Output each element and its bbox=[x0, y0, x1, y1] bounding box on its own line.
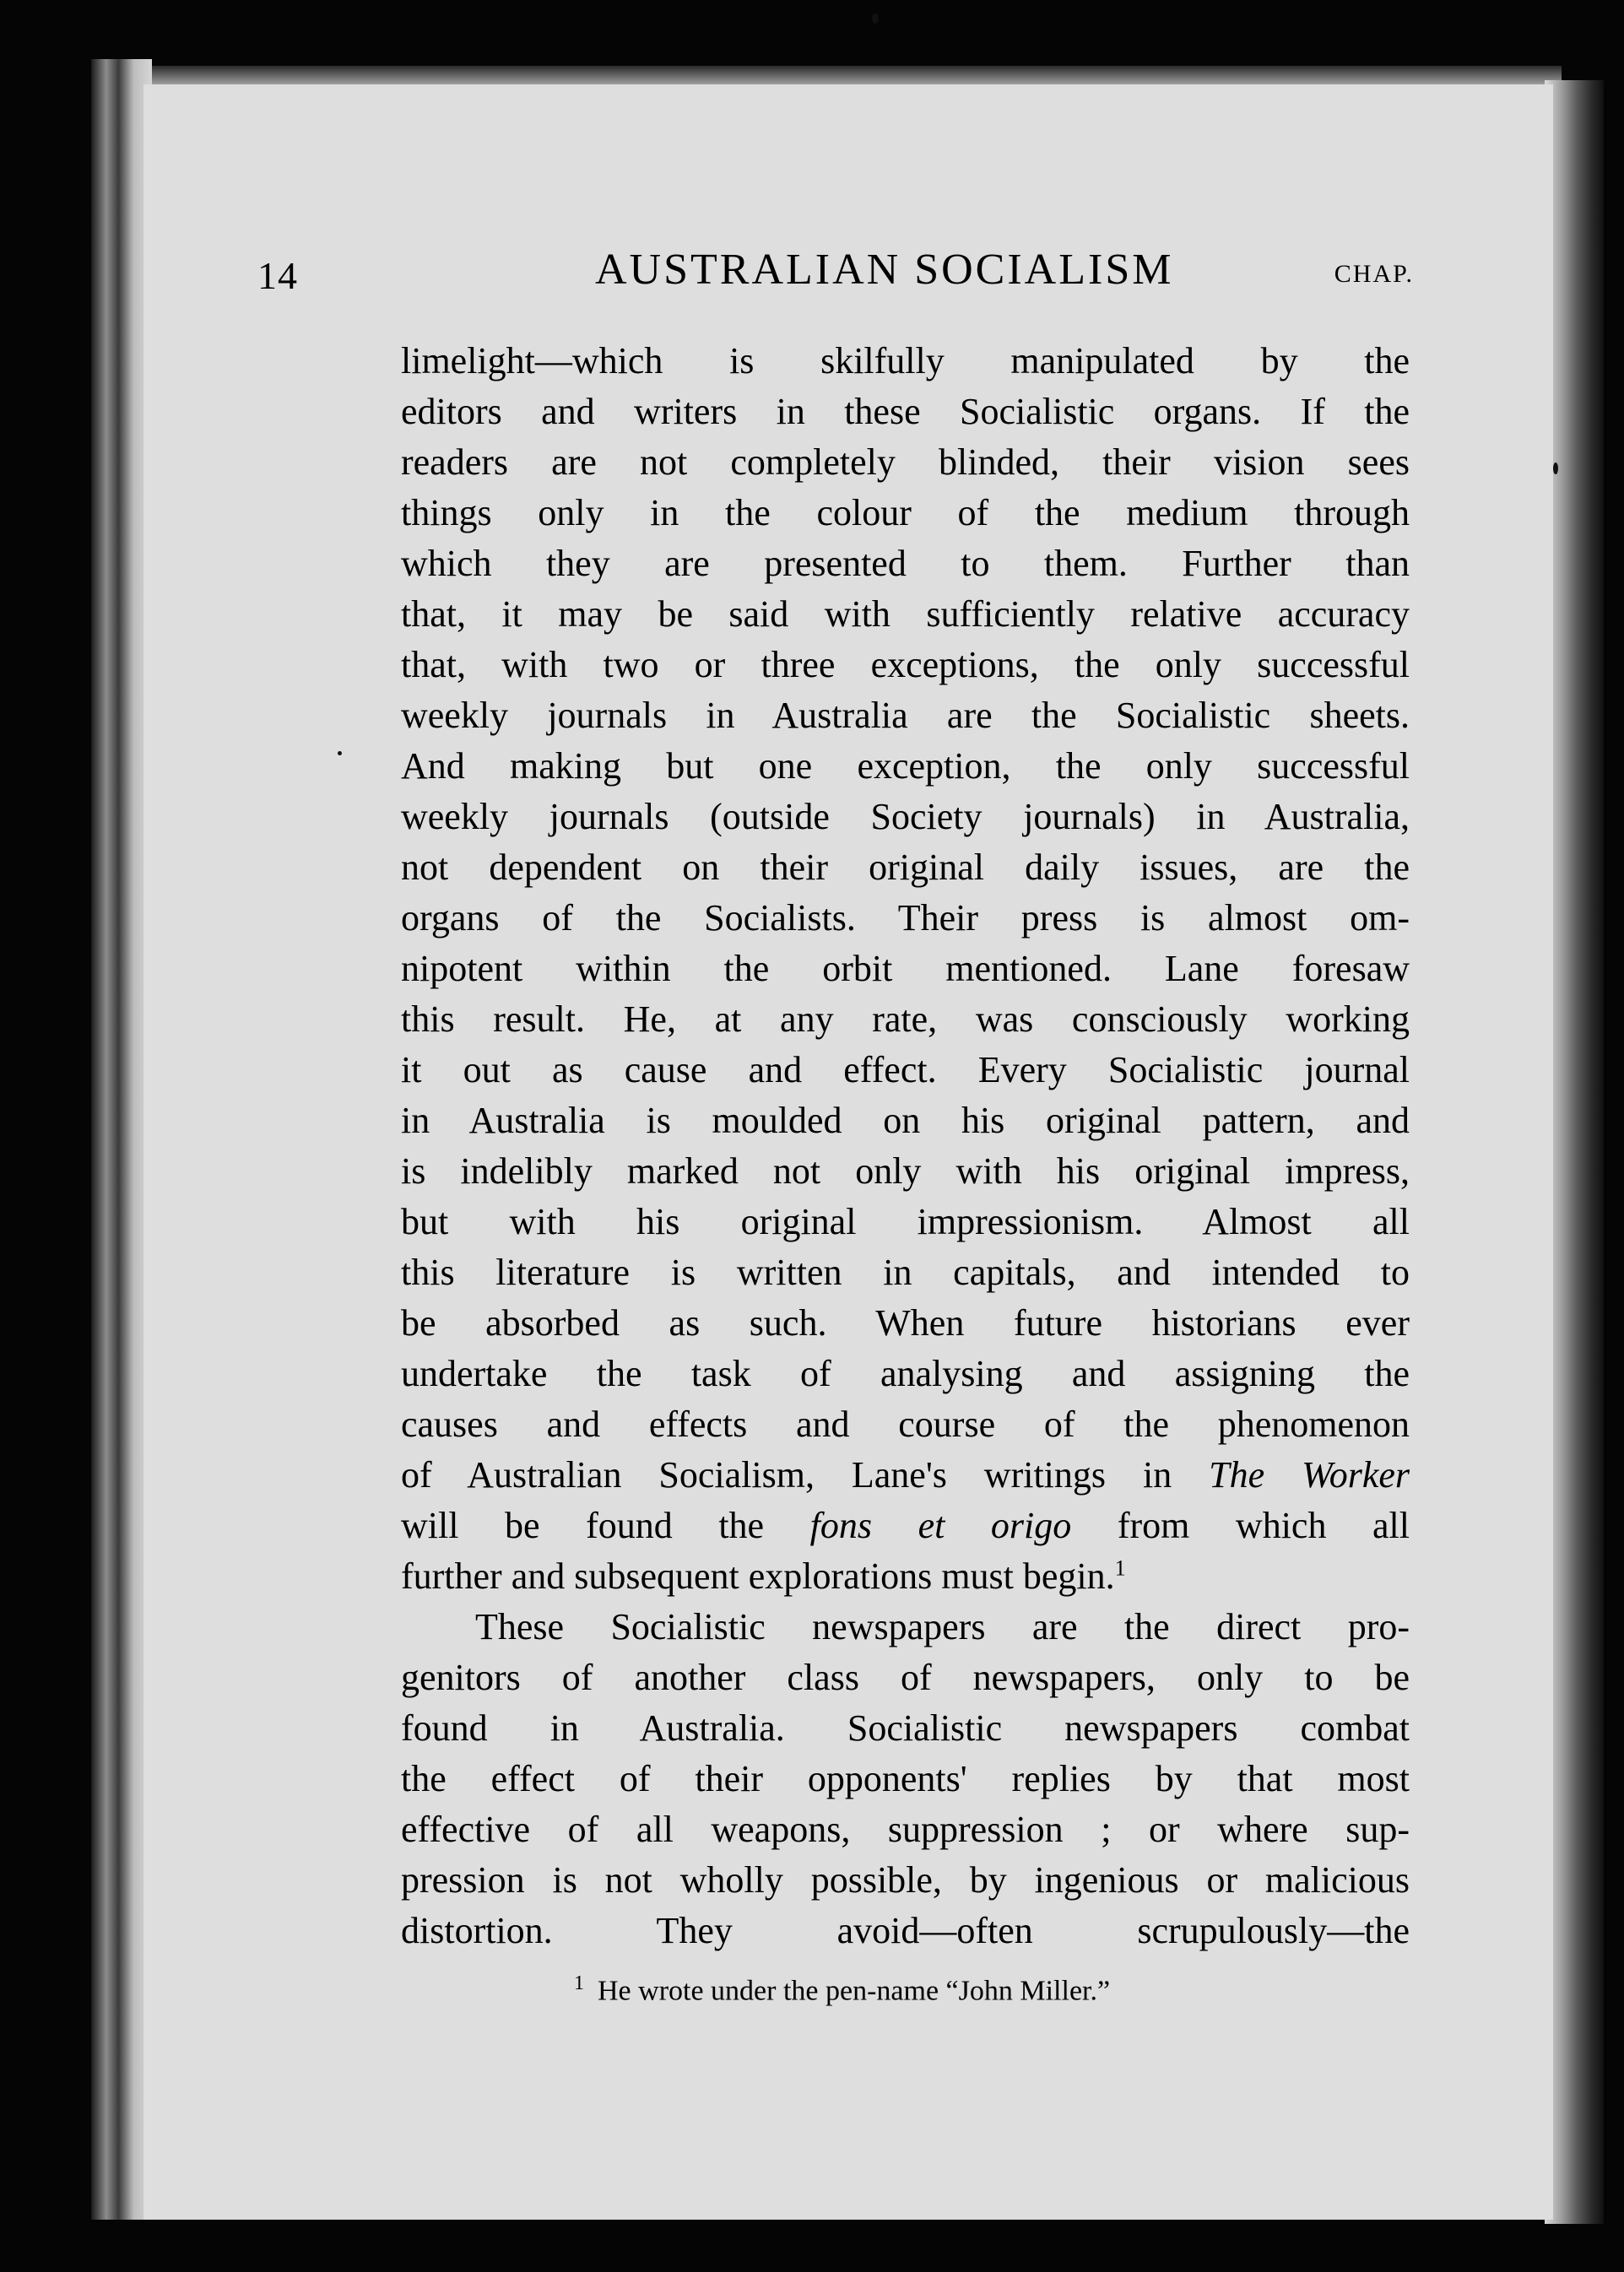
chapter-label: CHAP. bbox=[1334, 260, 1414, 288]
text-line: it out as cause and effect. Every Socialistic journal bbox=[401, 1049, 1410, 1090]
text-fragment: further and subsequent explorations must begin. bbox=[401, 1555, 1115, 1597]
page-number: 14 bbox=[257, 254, 298, 297]
text-line: organs of the Socialists. Their press is almost om- bbox=[401, 897, 1410, 939]
text-fragment: from which all bbox=[1071, 1505, 1410, 1546]
text-line-with-italic-title bbox=[401, 1450, 1410, 1501]
text-line: things only in the colour of the medium through bbox=[401, 492, 1410, 533]
italic-title-the-worker: The Worker bbox=[1209, 1454, 1410, 1496]
text-line: These Socialistic newspapers are the direct pro- bbox=[475, 1606, 1410, 1647]
text-line: pression is not wholly possible, by ingenious or malicious bbox=[401, 1859, 1410, 1901]
text-line: which they are presented to them. Further than bbox=[401, 543, 1410, 584]
footnote bbox=[574, 1966, 1110, 2008]
text-line: genitors of another class of newspapers, only to be bbox=[401, 1657, 1410, 1698]
text-line: weekly journals in Australia are the Socialistic sheets. bbox=[401, 695, 1410, 736]
text-line: is indelibly marked not only with his original impress, bbox=[401, 1150, 1410, 1192]
text-line: causes and effects and course of the phenomenon bbox=[401, 1404, 1410, 1445]
scan-speck bbox=[338, 751, 342, 755]
text-line: distortion. They avoid—often scrupulously—the bbox=[401, 1910, 1410, 1951]
running-head bbox=[257, 245, 1422, 304]
footnote-text: He wrote under the pen-name “John Miller.” bbox=[598, 1975, 1111, 2007]
scan-speck bbox=[872, 14, 879, 24]
text-line: this literature is written in capitals, and intended to bbox=[401, 1252, 1410, 1293]
text-line: limelight—which is skilfully manipulated by the bbox=[401, 340, 1410, 381]
text-line: found in Australia. Socialistic newspapers combat bbox=[401, 1707, 1410, 1749]
text-line: weekly journals (outside Society journals) in Australia, bbox=[401, 796, 1410, 837]
paragraph-end-line bbox=[401, 1551, 1410, 1602]
text-line: be absorbed as such. When future historians ever bbox=[401, 1302, 1410, 1344]
text-line: undertake the task of analysing and assigning the bbox=[401, 1353, 1410, 1394]
text-line: but with his original impressionism. Almost all bbox=[401, 1201, 1410, 1242]
footnote-reference-mark: 1 bbox=[1114, 1555, 1126, 1581]
text-line: the effect of their opponents' replies by that most bbox=[401, 1758, 1410, 1799]
running-title: AUSTRALIAN SOCIALISM bbox=[595, 246, 1174, 294]
text-line: not dependent on their original daily issues, are the bbox=[401, 847, 1410, 888]
text-line-with-italic-phrase bbox=[401, 1501, 1410, 1551]
text-line: editors and writers in these Socialistic organs. If the bbox=[401, 391, 1410, 432]
text-line: readers are not completely blinded, their vision sees bbox=[401, 441, 1410, 483]
text-fragment: will be found the bbox=[401, 1505, 810, 1546]
page-stack-edge-right bbox=[1545, 80, 1604, 2224]
text-line: effective of all weapons, suppression ; or where sup- bbox=[401, 1809, 1410, 1850]
scan-speck bbox=[1553, 463, 1558, 474]
text-line: this result. He, at any rate, was consciously working bbox=[401, 998, 1410, 1040]
text-line: that, it may be said with sufficiently relative accuracy bbox=[401, 593, 1410, 635]
italic-phrase-fons-et-origo: fons et origo bbox=[809, 1505, 1072, 1546]
text-fragment: of Australian Socialism, Lane's writings in bbox=[401, 1454, 1210, 1496]
text-line: nipotent within the orbit mentioned. Lane foresaw bbox=[401, 948, 1410, 989]
text-line: And making but one exception, the only successful bbox=[401, 745, 1410, 787]
footnote-number: 1 bbox=[574, 1972, 584, 1994]
text-line: that, with two or three exceptions, the only successful bbox=[401, 644, 1410, 685]
text-line: in Australia is moulded on his original pattern, and bbox=[401, 1100, 1410, 1141]
body-text bbox=[401, 336, 1410, 1956]
